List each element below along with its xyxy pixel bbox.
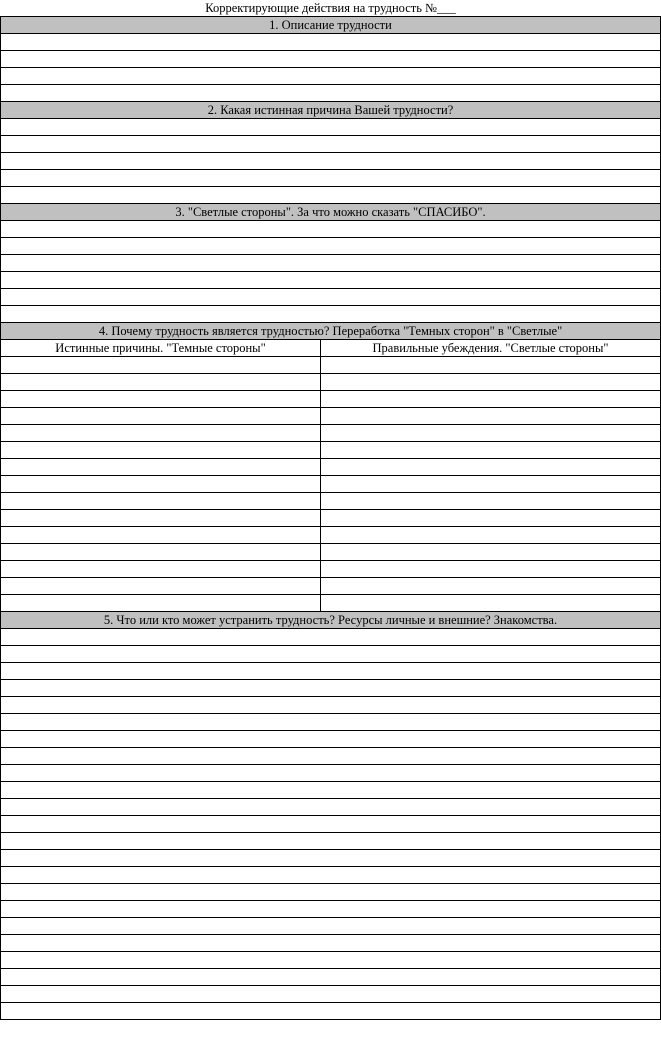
dark-side-cell[interactable] — [1, 561, 321, 577]
s3-blank-row[interactable] — [0, 221, 661, 238]
section-4-header: 4. Почему трудность является трудностью? Переработка "Темных сторон" в "Светлые" — [0, 323, 661, 340]
s3-blank-row[interactable] — [0, 289, 661, 306]
s5-blank-row[interactable] — [0, 782, 661, 799]
s2-blank-row[interactable] — [0, 153, 661, 170]
s5-blank-row[interactable] — [0, 850, 661, 867]
s2-blank-row[interactable] — [0, 136, 661, 153]
bright-side-cell[interactable] — [321, 425, 660, 441]
section-5-header: 5. Что или кто может устранить трудность? Ресурсы личные и внешние? Знакомства. — [0, 612, 661, 629]
bright-side-cell[interactable] — [321, 561, 660, 577]
s5-blank-row[interactable] — [0, 952, 661, 969]
bright-side-cell[interactable] — [321, 510, 660, 526]
s5-blank-row[interactable] — [0, 867, 661, 884]
dark-side-cell[interactable] — [1, 595, 321, 611]
s5-blank-row[interactable] — [0, 884, 661, 901]
s1-blank-row[interactable] — [0, 34, 661, 51]
bright-side-cell[interactable] — [321, 391, 660, 407]
section-4 — [0, 323, 661, 612]
s2-blank-row[interactable] — [0, 119, 661, 136]
section-4-column-headers — [0, 340, 661, 357]
section-3-header: 3. "Светлые стороны". За что можно сказать "СПАСИБО". — [0, 204, 661, 221]
s4-blank-row[interactable] — [0, 357, 661, 374]
section-2-rows — [0, 119, 661, 204]
dark-side-cell[interactable] — [1, 442, 321, 458]
section-4-rows — [0, 357, 661, 612]
bright-side-cell[interactable] — [321, 544, 660, 560]
s4-blank-row[interactable] — [0, 391, 661, 408]
s5-blank-row[interactable] — [0, 833, 661, 850]
bright-side-cell[interactable] — [321, 442, 660, 458]
s5-blank-row[interactable] — [0, 680, 661, 697]
s5-blank-row[interactable] — [0, 697, 661, 714]
s5-blank-row[interactable] — [0, 799, 661, 816]
section-3-rows — [0, 221, 661, 323]
bright-side-cell[interactable] — [321, 408, 660, 424]
section-3 — [0, 204, 661, 323]
dark-side-cell[interactable] — [1, 527, 321, 543]
s5-blank-row[interactable] — [0, 918, 661, 935]
worksheet-title: Корректирующие действия на трудность №___ — [0, 0, 661, 17]
section-1-rows — [0, 34, 661, 102]
s2-blank-row[interactable] — [0, 187, 661, 204]
s5-blank-row[interactable] — [0, 986, 661, 1003]
dark-side-cell[interactable] — [1, 357, 321, 373]
s1-blank-row[interactable] — [0, 51, 661, 68]
dark-side-cell[interactable] — [1, 544, 321, 560]
s5-blank-row[interactable] — [0, 765, 661, 782]
dark-side-cell[interactable] — [1, 578, 321, 594]
s3-blank-row[interactable] — [0, 238, 661, 255]
s5-blank-row[interactable] — [0, 629, 661, 646]
s5-blank-row[interactable] — [0, 646, 661, 663]
bright-side-cell[interactable] — [321, 357, 660, 373]
s5-blank-row[interactable] — [0, 901, 661, 918]
section-5-rows — [0, 629, 661, 1020]
bright-side-cell[interactable] — [321, 374, 660, 390]
s5-blank-row[interactable] — [0, 748, 661, 765]
dark-side-cell[interactable] — [1, 510, 321, 526]
s1-blank-row[interactable] — [0, 68, 661, 85]
s4-blank-row[interactable] — [0, 544, 661, 561]
dark-side-cell[interactable] — [1, 459, 321, 475]
section-5 — [0, 612, 661, 1020]
section-2-header: 2. Какая истинная причина Вашей трудности? — [0, 102, 661, 119]
s4-blank-row[interactable] — [0, 459, 661, 476]
bright-side-cell[interactable] — [321, 595, 660, 611]
s5-blank-row[interactable] — [0, 969, 661, 986]
s2-blank-row[interactable] — [0, 170, 661, 187]
dark-side-cell[interactable] — [1, 391, 321, 407]
s3-blank-row[interactable] — [0, 255, 661, 272]
s4-blank-row[interactable] — [0, 442, 661, 459]
s5-blank-row[interactable] — [0, 663, 661, 680]
s4-blank-row[interactable] — [0, 408, 661, 425]
s4-blank-row[interactable] — [0, 527, 661, 544]
s4-blank-row[interactable] — [0, 476, 661, 493]
section-1 — [0, 17, 661, 102]
s1-blank-row[interactable] — [0, 85, 661, 102]
right-column-header: Правильные убеждения. "Светлые стороны" — [372, 341, 609, 355]
s3-blank-row[interactable] — [0, 272, 661, 289]
section-2 — [0, 102, 661, 204]
bright-side-cell[interactable] — [321, 476, 660, 492]
left-column-header: Истинные причины. "Темные стороны" — [1, 340, 321, 356]
dark-side-cell[interactable] — [1, 476, 321, 492]
section-1-header: 1. Описание трудности — [0, 17, 661, 34]
s4-blank-row[interactable] — [0, 561, 661, 578]
s5-blank-row[interactable] — [0, 816, 661, 833]
s4-blank-row[interactable] — [0, 595, 661, 612]
s5-blank-row[interactable] — [0, 731, 661, 748]
dark-side-cell[interactable] — [1, 408, 321, 424]
s4-blank-row[interactable] — [0, 493, 661, 510]
s4-blank-row[interactable] — [0, 510, 661, 527]
s4-blank-row[interactable] — [0, 374, 661, 391]
bright-side-cell[interactable] — [321, 527, 660, 543]
dark-side-cell[interactable] — [1, 374, 321, 390]
s4-blank-row[interactable] — [0, 578, 661, 595]
s5-blank-row[interactable] — [0, 1003, 661, 1020]
bright-side-cell[interactable] — [321, 459, 660, 475]
s4-blank-row[interactable] — [0, 425, 661, 442]
bright-side-cell[interactable] — [321, 493, 660, 509]
s3-blank-row[interactable] — [0, 306, 661, 323]
dark-side-cell[interactable] — [1, 425, 321, 441]
s5-blank-row[interactable] — [0, 935, 661, 952]
s5-blank-row[interactable] — [0, 714, 661, 731]
bright-side-cell[interactable] — [321, 578, 660, 594]
dark-side-cell[interactable] — [1, 493, 321, 509]
